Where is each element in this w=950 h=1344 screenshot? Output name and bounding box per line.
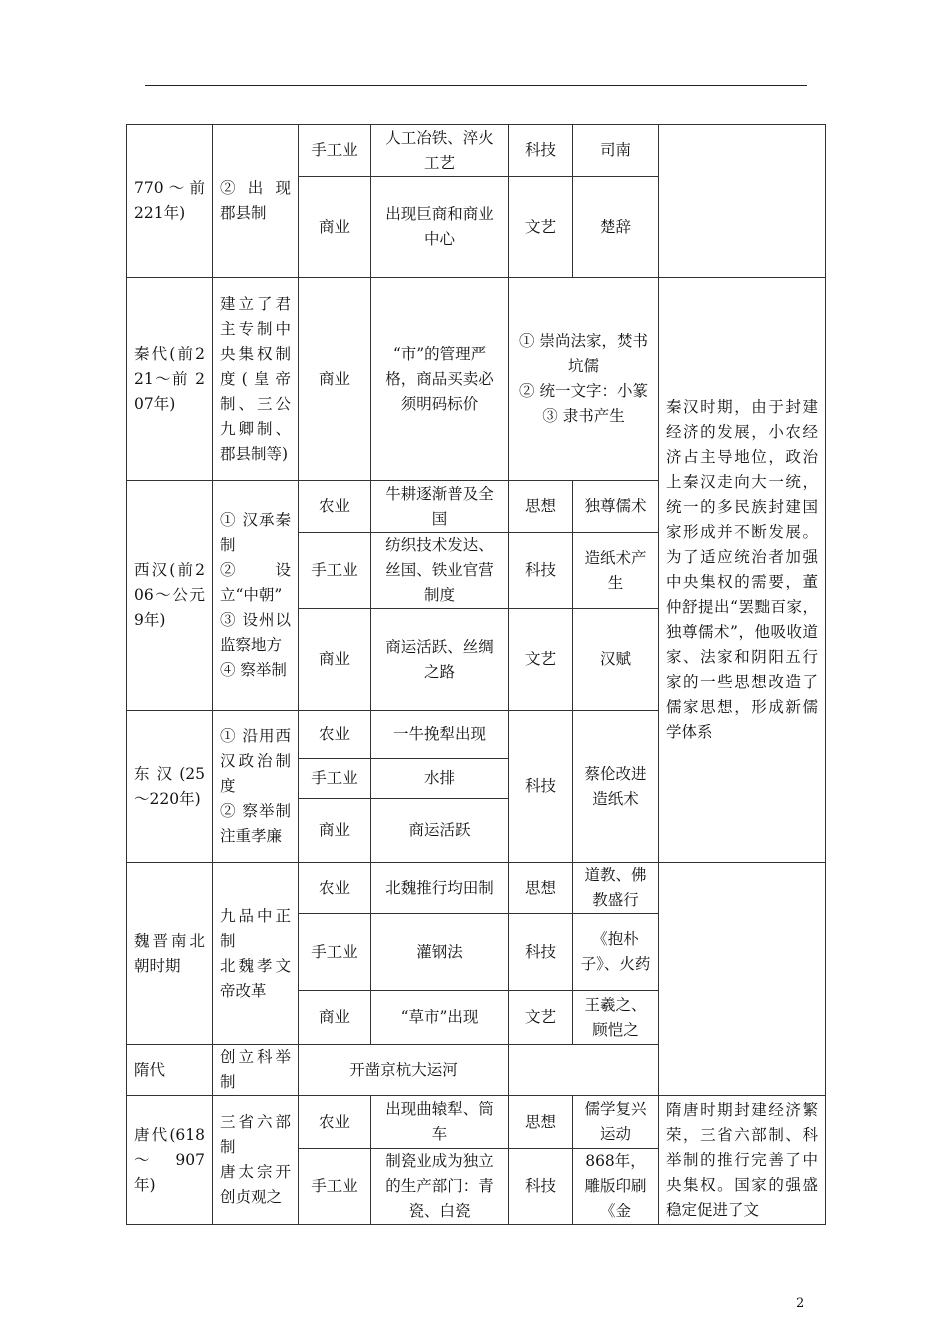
sector-cell: 手工业 <box>299 759 371 799</box>
culture-category-cell: 文艺 <box>509 609 573 711</box>
summary-cell: 秦汉时期，由于封建经济的发展，小农经济占主导地位，政治上秦汉走向大一统，统一的多民族封建国家形成并不断发展。为了适应统治者加强中央集权的需要，董仲舒提出“罢黜百家，独尊儒术”，他吸收道家、法家和阴阳五行家的一些思想改造了儒家思想，形成新儒学体系 <box>659 278 826 863</box>
table-row <box>127 1096 826 1149</box>
culture-category-cell: 科技 <box>509 711 573 863</box>
page-number: 2 <box>796 1296 805 1311</box>
period-cell: 西汉(前206～公元9年) <box>127 481 213 711</box>
economy-cell: 北魏推行均田制 <box>371 863 509 914</box>
politics-cell <box>213 1096 299 1225</box>
culture-category-cell: 文艺 <box>509 177 573 278</box>
politics-line: ③ 设州以监察地方 <box>220 611 291 654</box>
politics-line: ① 汉承秦制 <box>220 511 291 554</box>
culture-cell: 王羲之、顾恺之 <box>573 991 659 1045</box>
politics-line: ② 设立“中朝” <box>220 561 291 604</box>
culture-category-cell: 科技 <box>509 914 573 991</box>
economy-cell: 纺织技术发达、丝国、铁业官营制度 <box>371 533 509 609</box>
culture-category-cell: 思想 <box>509 481 573 533</box>
economy-cell: “草市”出现 <box>371 991 509 1045</box>
politics-cell: 创立科举制 <box>213 1045 299 1096</box>
period-cell: 隋代 <box>127 1045 213 1096</box>
sector-cell: 商业 <box>299 177 371 278</box>
culture-cell: 蔡伦改进造纸术 <box>573 711 659 863</box>
culture-cell: 儒学复兴运动 <box>573 1096 659 1149</box>
table-row <box>127 125 826 177</box>
economy-cell: 一牛挽犁出现 <box>371 711 509 759</box>
culture-category-cell: 思想 <box>509 863 573 914</box>
period-cell: 魏晋南北朝时期 <box>127 863 213 1045</box>
culture-category-cell: 文艺 <box>509 991 573 1045</box>
politics-cell: 建立了君主专制中央集权制度(皇帝制、三公九卿制、郡县制等) <box>213 278 299 481</box>
sector-cell: 商业 <box>299 278 371 481</box>
period-cell: 唐代(618～ 907年) <box>127 1096 213 1225</box>
culture-line: ③ 隶书产生 <box>542 407 625 425</box>
period-cell: 770 ～ 前221年) <box>127 125 213 278</box>
culture-cell: 868年，雕版印刷《金 <box>573 1149 659 1225</box>
economy-cell: 人工冶铁、淬火工艺 <box>371 125 509 177</box>
sector-cell: 手工业 <box>299 533 371 609</box>
summary-cell: 隋唐时期封建经济繁荣，三省六部制、科举制的推行完善了中央集权。国家的强盛稳定促进了文 <box>659 1096 826 1225</box>
culture-cell <box>509 1045 659 1096</box>
politics-cell <box>213 711 299 863</box>
economy-cell: 开凿京杭大运河 <box>299 1045 509 1096</box>
period-cell: 东汉(25～220年) <box>127 711 213 863</box>
culture-cell: 道教、佛教盛行 <box>573 863 659 914</box>
sector-cell: 农业 <box>299 711 371 759</box>
economy-cell: 灌钢法 <box>371 914 509 991</box>
economy-cell: 牛耕逐渐普及全国 <box>371 481 509 533</box>
politics-line: 三省六部制 <box>220 1113 291 1156</box>
politics-line: ④ 察举制 <box>220 661 287 679</box>
politics-line: 九品中正制 <box>220 906 291 950</box>
politics-line: ① 沿用西汉政治制度 <box>220 727 291 795</box>
culture-cell: 造纸术产生 <box>573 533 659 609</box>
economy-cell: 商运活跃 <box>371 799 509 863</box>
politics-cell: ② 出 现郡县制 <box>213 125 299 278</box>
sector-cell: 手工业 <box>299 125 371 177</box>
history-table <box>126 124 826 1225</box>
culture-category-cell: 科技 <box>509 1149 573 1225</box>
economy-cell: “市”的管理严格，商品买卖必须明码标价 <box>371 278 509 481</box>
period-cell: 秦代(前221～前 207年) <box>127 278 213 481</box>
politics-cell <box>213 481 299 711</box>
sector-cell: 农业 <box>299 1096 371 1149</box>
culture-cell: 楚辞 <box>573 177 659 278</box>
summary-cell <box>659 125 826 278</box>
economy-cell: 水排 <box>371 759 509 799</box>
economy-cell: 商运活跃、丝绸之路 <box>371 609 509 711</box>
politics-cell <box>213 863 299 1045</box>
summary-cell <box>659 863 826 1096</box>
culture-category-cell: 科技 <box>509 533 573 609</box>
economy-cell: 出现曲辕犁、筒车 <box>371 1096 509 1149</box>
culture-cell <box>509 278 659 481</box>
sector-cell: 商业 <box>299 991 371 1045</box>
culture-cell: 独尊儒术 <box>573 481 659 533</box>
culture-cell: 司南 <box>573 125 659 177</box>
culture-line: ② 统一文字：小篆 <box>519 382 648 400</box>
politics-line: ② 察举制注重孝廉 <box>220 802 291 845</box>
sector-cell: 商业 <box>299 799 371 863</box>
economy-cell: 制瓷业成为独立的生产部门：青瓷、白瓷 <box>371 1149 509 1225</box>
culture-line: ① 崇尚法家，焚书坑儒 <box>519 332 648 375</box>
header-rule <box>145 85 807 86</box>
table-row <box>127 278 826 481</box>
sector-cell: 商业 <box>299 609 371 711</box>
culture-cell: 《抱朴子》、火药 <box>573 914 659 991</box>
culture-cell: 汉赋 <box>573 609 659 711</box>
culture-category-cell: 科技 <box>509 125 573 177</box>
culture-category-cell: 思想 <box>509 1096 573 1149</box>
economy-cell: 出现巨商和商业中心 <box>371 177 509 278</box>
table-row <box>127 863 826 914</box>
sector-cell: 手工业 <box>299 1149 371 1225</box>
politics-line: 唐太宗开创贞观之 <box>220 1163 291 1206</box>
sector-cell: 农业 <box>299 481 371 533</box>
sector-cell: 手工业 <box>299 914 371 991</box>
sector-cell: 农业 <box>299 863 371 914</box>
politics-line: 北魏孝文帝改革 <box>220 956 291 1000</box>
